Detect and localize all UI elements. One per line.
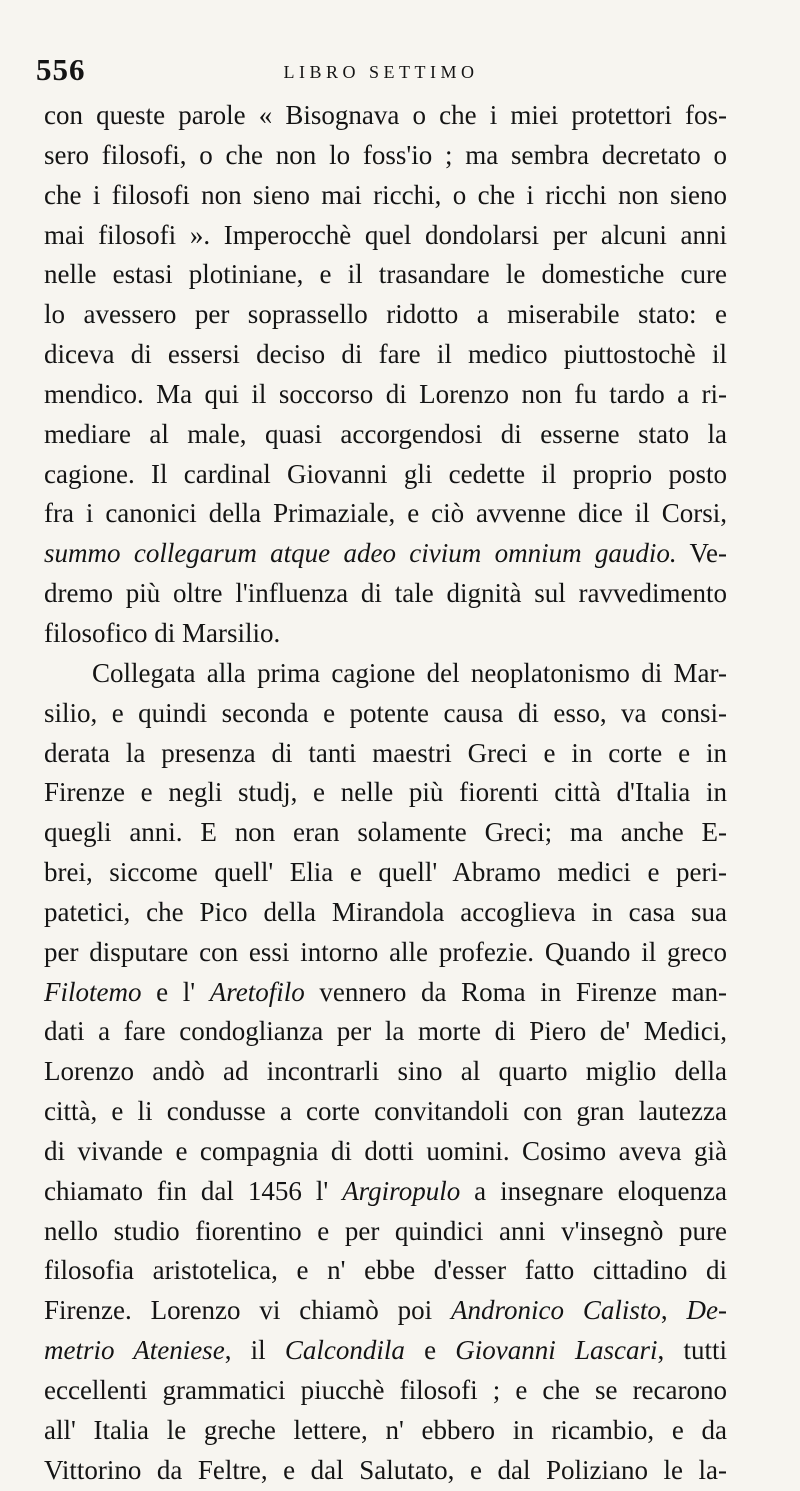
text-segment: per disputare con essi intorno alle profezie. Quando il greco [44,936,727,967]
text-line [44,853,727,893]
page-header [36,52,726,92]
text-segment: nelle estasi plotiniane, e il trasandare le domestiche cure [44,259,727,290]
text-line [44,694,727,734]
text-segment: patetici, che Pico della Mirandola accoglieva in casa sua [44,896,727,927]
text-segment: a insegnare eloquenza [460,1175,727,1206]
text-segment: e [404,1335,456,1366]
text-segment: città, e li condusse a corte convitandoli con gran lautezza [44,1096,727,1127]
italic-text: Aretofilo [209,976,305,1007]
text-segment: , il [224,1335,285,1366]
text-segment: eccellenti grammatici piucchè filosofi ; e che se recarono [44,1375,727,1405]
text-segment: lo avessero per soprassello ridotto a miserabile stato: e [44,299,727,330]
text-segment: chiamato fin dal 1456 l' [44,1175,343,1206]
text-segment: Vittorino da Feltre, e dal Salutato, e dal Poliziano le la- [44,1454,727,1485]
text-segment: e l' [141,976,210,1007]
text-line [44,295,727,335]
text-segment: , [660,1295,687,1326]
text-line [44,494,727,534]
italic-text: Filotemo [44,976,142,1007]
text-line [44,176,727,216]
text-segment: nello studio fiorentino e per quindici anni v'insegnò pure [44,1215,727,1246]
text-segment: sero filosofi, o che non lo foss'io ; ma sembra decretato o [44,139,727,170]
text-segment: mendico. Ma qui il soccorso di Lorenzo non fu tardo a ri- [44,378,727,409]
text-line [44,1172,727,1212]
text-segment: all' Italia le greche lettere, n' ebbero in ricambio, e da [44,1414,727,1445]
text-line [44,654,727,694]
text-line [44,415,727,455]
text-line [44,136,727,176]
text-segment: dati a fare condoglianza per la morte di Piero de' Medici, [44,1016,727,1047]
text-segment: di vivande e compagnia di dotti uomini. Cosimo aveva già [44,1135,727,1166]
italic-text: Andronico Calisto [451,1295,661,1326]
text-line [44,1092,727,1132]
text-line [44,1132,727,1172]
text-segment: brei, siccome quell' Elia e quell' Abramo medici e peri- [44,857,727,888]
text-segment: Lorenzo andò ad incontrarli sino al quarto miglio della [44,1056,727,1087]
text-segment: fra i canonici della Primaziale, e ciò avvenne dice il Corsi, [44,498,727,529]
text-segment: diceva di essersi deciso di fare il medico piuttostochè il [44,339,727,370]
text-line [44,1371,727,1411]
text-line [44,1331,727,1371]
text-line [44,255,727,295]
text-segment: con queste parole « Bisognava o che i miei protettori fos- [44,100,727,130]
text-segment: Collegata alla prima cagione del neoplatonismo di Mar- [92,657,727,688]
text-segment: silio, e quindi seconda e potente causa di esso, va consi- [44,697,727,728]
text-line [44,1012,727,1052]
text-segment: cagione. Il cardinal Giovanni gli cedette il proprio posto [44,458,727,489]
text-line [44,973,727,1013]
text-segment: derata la presenza di tanti maestri Greci e in corte e in [44,737,727,768]
text-line [44,1451,727,1491]
running-title: LIBRO SETTIMO [283,62,479,82]
text-line [44,1052,727,1092]
text-line [44,734,727,774]
italic-text: summo collegarum atque adeo civium omnium gaudio. [44,538,677,569]
text-segment: mai filosofi ». Imperocchè quel dondolarsi per alcuni anni [44,219,727,250]
text-line [44,1291,727,1331]
text-line [44,1251,727,1291]
italic-text: De- [686,1295,727,1326]
text-segment: filosofia aristotelica, e n' ebbe d'esser fatto cittadino di [44,1255,727,1286]
text-segment: Firenze e negli studj, e nelle più fiorenti città d'Italia in [44,777,727,808]
text-line [44,773,727,813]
text-line [44,933,727,973]
text-line [44,574,727,614]
text-line [44,375,727,415]
text-segment: mediare al male, quasi accorgendosi di esserne stato la [44,418,727,449]
text-line [44,813,727,853]
text-line [44,1411,727,1451]
page-number: 556 [36,52,86,87]
text-line [44,893,727,933]
text-line [44,96,727,136]
text-line [44,1212,727,1252]
text-segment: Firenze. Lorenzo vi chiamò poi [44,1295,451,1326]
text-line [44,614,727,654]
italic-text: Argiropulo [342,1175,461,1206]
text-segment: filosofico di Marsilio. [44,617,281,648]
text-line [44,216,727,256]
text-segment: Ve- [676,538,727,569]
italic-text: metrio Ateniese [44,1335,225,1366]
text-line [44,534,727,574]
text-segment: vennero da Roma in Firenze man- [304,976,727,1007]
text-line [44,335,727,375]
text-segment: dremo più oltre l'influenza di tale dignità sul ravvedimento [44,578,727,609]
body-text [44,96,727,1491]
text-segment: quegli anni. E non eran solamente Greci; ma anche E- [44,817,727,848]
text-segment: che i filosofi non sieno mai ricchi, o che i ricchi non sieno [44,179,727,210]
text-segment: , tutti [657,1335,727,1366]
italic-text: Calcondila [284,1335,405,1366]
italic-text: Giovanni Lascari [455,1335,658,1366]
text-line [44,455,727,495]
